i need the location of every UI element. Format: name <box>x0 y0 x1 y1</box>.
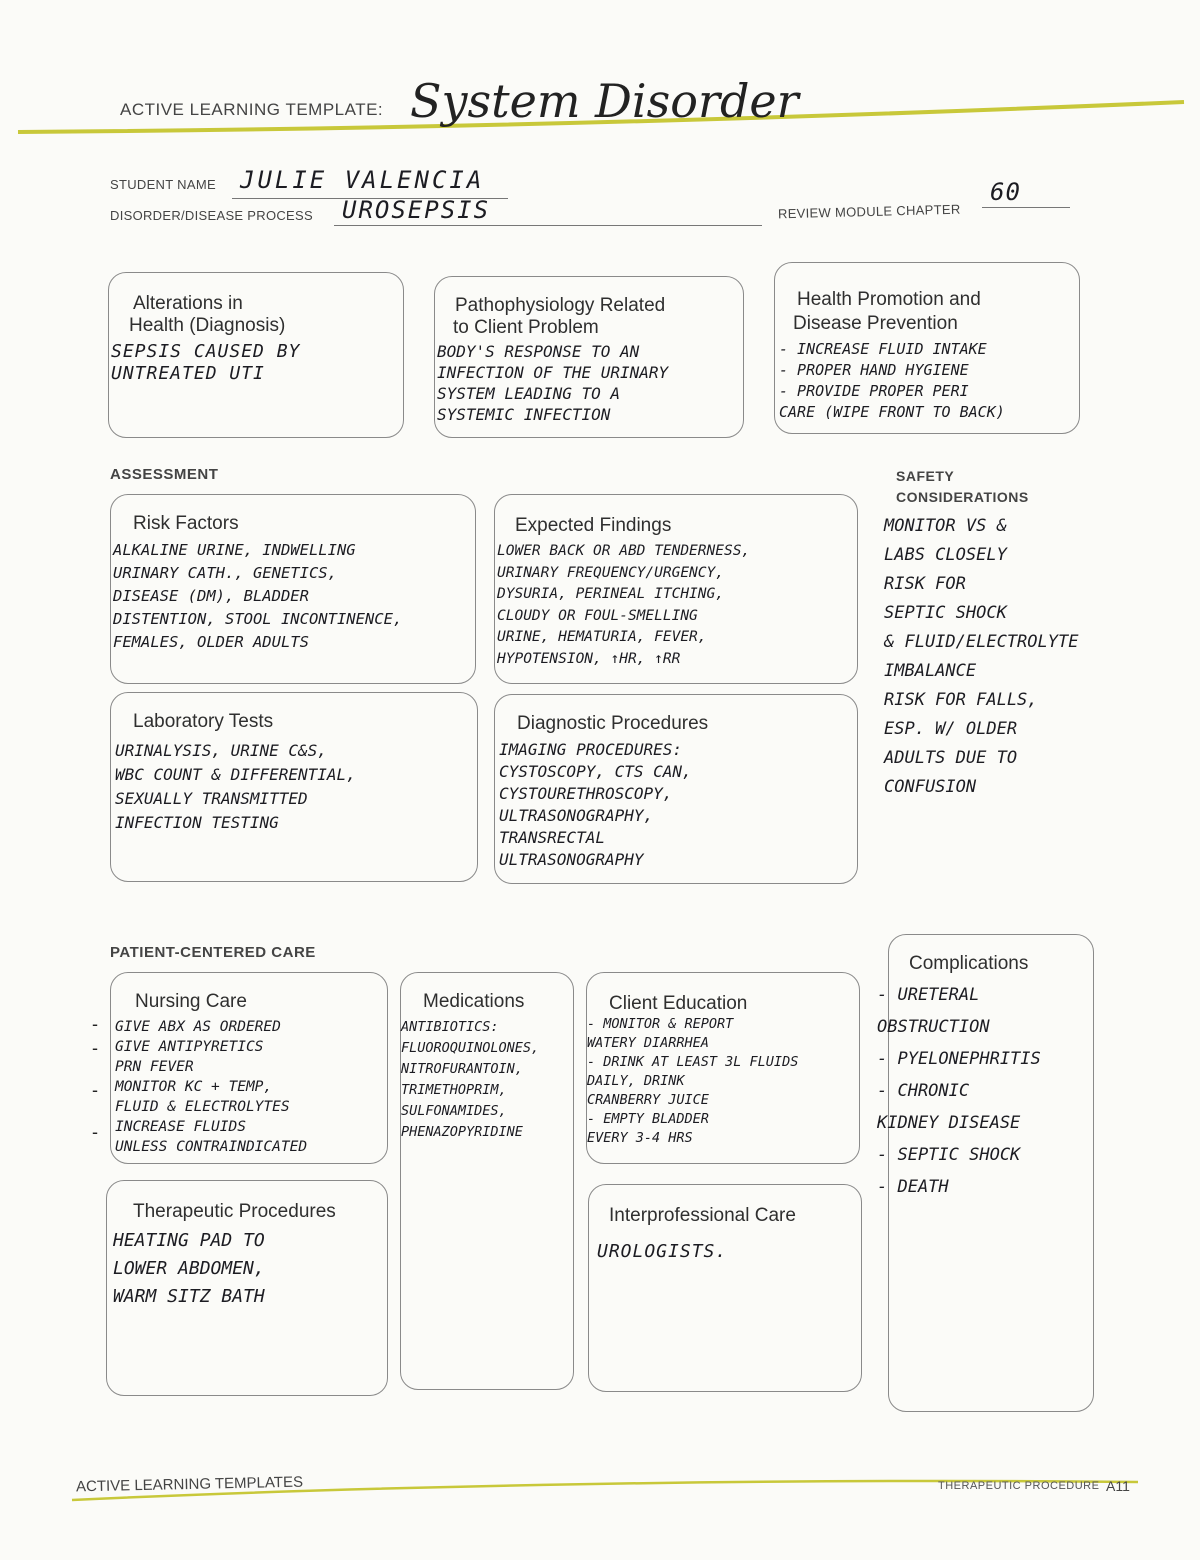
student-name-label: STUDENT NAME <box>110 177 216 192</box>
expected-findings-box <box>494 494 858 684</box>
pathophysiology-line: SYSTEMIC INFECTION <box>437 405 611 424</box>
therapeutic-procedures-text[interactable] <box>113 1227 389 1311</box>
expected-findings-title: Expected Findings <box>515 515 672 536</box>
therapeutic-procedures-box <box>106 1180 388 1396</box>
page-title: System Disorder <box>410 74 799 128</box>
safety-heading-2: CONSIDERATIONS <box>896 489 1029 505</box>
client-education-line: DAILY, DRINK <box>587 1073 685 1089</box>
safety-line: CONFUSION <box>884 777 977 797</box>
health-promotion-text[interactable] <box>779 339 1119 423</box>
medications-line: NITROFURANTOIN, <box>401 1061 523 1077</box>
interprofessional-care-title: Interprofessional Care <box>609 1205 796 1226</box>
complications-box <box>877 934 1094 1412</box>
diagnostic-procedures-line: IMAGING PROCEDURES: <box>499 740 683 759</box>
risk-factors-line: DISEASE (DM), BLADDER <box>113 587 309 605</box>
health-promotion-line: - PROVIDE PROPER PERI <box>779 382 969 400</box>
medications-line: TRIMETHOPRIM, <box>401 1082 507 1098</box>
pathophysiology-box <box>434 276 744 438</box>
pathophysiology-line: BODY'S RESPONSE TO AN <box>437 342 640 361</box>
complications-line: OBSTRUCTION <box>877 1017 990 1037</box>
expected-findings-line: URINARY FREQUENCY/URGENCY, <box>497 564 724 581</box>
diagnostic-procedures-title: Diagnostic Procedures <box>517 713 709 734</box>
complications-line: - CHRONIC <box>877 1081 970 1101</box>
student-name-value[interactable]: JULIE VALENCIA <box>240 166 485 194</box>
safety-heading-1: SAFETY <box>896 468 955 484</box>
safety-line: ESP. W/ OLDER <box>884 719 1018 739</box>
nursing-care-line: MONITOR KC + TEMP, <box>115 1079 273 1095</box>
client-education-line: WATERY DIARRHEA <box>587 1035 709 1051</box>
nursing-bullet: - <box>92 1122 98 1142</box>
expected-findings-line: DYSURIA, PERINEAL ITCHING, <box>497 586 724 602</box>
safety-line: RISK FOR <box>884 574 966 594</box>
lab-tests-box <box>110 692 478 882</box>
interprofessional-care-box <box>588 1184 862 1392</box>
expected-findings-line: LOWER BACK OR ABD TENDERNESS, <box>497 543 751 559</box>
nursing-care-line: UNLESS CONTRAINDICATED <box>115 1139 308 1155</box>
client-education-line: CRANBERRY JUICE <box>587 1092 709 1108</box>
interprofessional-care-line: UROLOGISTS. <box>597 1241 728 1262</box>
alterations-text[interactable] <box>111 341 401 385</box>
client-education-title: Client Education <box>609 993 748 1014</box>
nursing-bullet: - <box>92 1080 98 1100</box>
disorder-value[interactable]: UROSEPSIS <box>342 196 491 224</box>
complications-line: - SEPTIC SHOCK <box>877 1145 1021 1165</box>
medications-line: SULFONAMIDES, <box>401 1103 507 1119</box>
chapter-value[interactable]: 60 <box>990 178 1021 206</box>
pathophysiology-line: SYSTEM LEADING TO A <box>437 384 621 403</box>
diagnostic-procedures-text[interactable] <box>499 739 855 871</box>
alterations-line: UNTREATED UTI <box>111 363 265 384</box>
risk-factors-text[interactable] <box>113 539 493 654</box>
safety-text[interactable] <box>884 512 1174 802</box>
complications-text[interactable] <box>877 979 1157 1203</box>
chapter-line <box>982 207 1070 208</box>
nursing-care-line: PRN FEVER <box>115 1059 194 1075</box>
therapeutic-procedures-line: WARM SITZ BATH <box>113 1286 265 1307</box>
health-promotion-line: CARE (WIPE FRONT TO BACK) <box>779 403 1005 421</box>
medications-box <box>400 972 574 1390</box>
medications-text[interactable] <box>401 1017 591 1143</box>
nursing-bullet: - <box>92 1038 98 1058</box>
footer-section-label: THERAPEUTIC PROCEDURE <box>938 1480 1100 1492</box>
safety-line: ADULTS DUE TO <box>884 748 1018 768</box>
lab-tests-line: SEXUALLY TRANSMITTED <box>115 789 308 808</box>
risk-factors-line: ALKALINE URINE, INDWELLING <box>113 541 356 559</box>
template-label: ACTIVE LEARNING TEMPLATE: <box>120 100 384 119</box>
client-education-line: EVERY 3-4 HRS <box>587 1130 693 1146</box>
client-education-line: - DRINK AT LEAST 3L FLUIDS <box>587 1054 799 1070</box>
expected-findings-line: CLOUDY OR FOUL-SMELLING <box>497 607 698 624</box>
alterations-title-2: Health (Diagnosis) <box>129 315 286 336</box>
disorder-label: DISORDER/DISEASE PROCESS <box>110 208 313 223</box>
client-education-line: - EMPTY BLADDER <box>587 1111 709 1127</box>
nursing-care-box <box>110 972 388 1164</box>
diagnostic-procedures-line: CYSTOURETHROSCOPY, <box>499 784 673 803</box>
expected-findings-text[interactable] <box>497 541 859 670</box>
health-promotion-title-2: Disease Prevention <box>793 313 958 334</box>
diagnostic-procedures-line: ULTRASONOGRAPHY <box>499 850 644 869</box>
risk-factors-title: Risk Factors <box>133 513 239 534</box>
lab-tests-line: URINALYSIS, URINE C&S, <box>115 741 327 760</box>
diagnostic-procedures-line: CYSTOSCOPY, CTS CAN, <box>499 762 692 781</box>
nursing-care-title: Nursing Care <box>135 991 247 1012</box>
diagnostic-procedures-line: ULTRASONOGRAPHY, <box>499 806 654 825</box>
risk-factors-line: URINARY CATH., GENETICS, <box>113 564 337 582</box>
pathophysiology-text[interactable] <box>437 341 767 425</box>
client-education-line: - MONITOR & REPORT <box>587 1016 734 1032</box>
nursing-bullet: - <box>92 1014 98 1034</box>
nursing-care-line: FLUID & ELECTROLYTES <box>115 1099 290 1115</box>
diagnostic-procedures-box <box>494 694 858 884</box>
alterations-line: SEPSIS CAUSED BY <box>111 341 301 362</box>
lab-tests-title: Laboratory Tests <box>133 711 274 732</box>
alterations-box <box>108 272 404 438</box>
interprofessional-care-text[interactable] <box>597 1239 857 1265</box>
health-promotion-box <box>774 262 1080 434</box>
alterations-title-1: Alterations in <box>133 293 243 314</box>
client-education-box <box>586 972 860 1164</box>
pathophysiology-title-2: to Client Problem <box>453 317 599 338</box>
lab-tests-line: INFECTION TESTING <box>115 813 279 832</box>
therapeutic-procedures-title: Therapeutic Procedures <box>133 1201 336 1222</box>
health-promotion-title-1: Health Promotion and <box>797 289 981 310</box>
safety-line: MONITOR VS & <box>884 516 1007 536</box>
safety-line: LABS CLOSELY <box>884 545 1007 565</box>
complications-line: - PYELONEPHRITIS <box>877 1049 1041 1069</box>
safety-line: IMBALANCE <box>884 661 977 681</box>
complications-line: - DEATH <box>877 1177 949 1197</box>
chapter-label: REVIEW MODULE CHAPTER <box>777 201 961 222</box>
safety-line: & FLUID/ELECTROLYTE <box>884 632 1079 652</box>
medications-line: ANTIBIOTICS: <box>401 1019 499 1035</box>
footer-template-label: ACTIVE LEARNING TEMPLATES <box>75 1473 304 1496</box>
pathophysiology-line: INFECTION OF THE URINARY <box>437 363 669 382</box>
therapeutic-procedures-line: HEATING PAD TO <box>113 1230 265 1251</box>
expected-findings-line: HYPOTENSION, ↑HR, ↑RR <box>497 650 681 667</box>
medications-line: PHENAZOPYRIDINE <box>401 1124 523 1140</box>
health-promotion-line: - INCREASE FLUID INTAKE <box>779 340 987 358</box>
expected-findings-line: URINE, HEMATURIA, FEVER, <box>497 629 707 645</box>
nursing-care-line: GIVE ANTIPYRETICS <box>115 1039 264 1055</box>
patient-centered-care-heading: PATIENT-CENTERED CARE <box>110 944 316 961</box>
safety-line: SEPTIC SHOCK <box>884 603 1007 623</box>
safety-line: RISK FOR FALLS, <box>884 690 1038 710</box>
health-promotion-line: - PROPER HAND HYGIENE <box>779 361 969 379</box>
medications-line: FLUOROQUINOLONES, <box>401 1040 540 1056</box>
client-education-text[interactable] <box>587 1015 867 1148</box>
diagnostic-procedures-line: TRANSRECTAL <box>499 828 605 847</box>
nursing-care-line: INCREASE FLUIDS <box>115 1119 246 1135</box>
assessment-heading: ASSESSMENT <box>110 466 219 483</box>
risk-factors-line: FEMALES, OLDER ADULTS <box>113 633 309 651</box>
lab-tests-line: WBC COUNT & DIFFERENTIAL, <box>115 765 356 784</box>
nursing-care-line: GIVE ABX AS ORDERED <box>115 1019 281 1035</box>
therapeutic-procedures-line: LOWER ABDOMEN, <box>113 1258 265 1279</box>
complications-title: Complications <box>909 953 1029 974</box>
risk-factors-line: DISTENTION, STOOL INCONTINENCE, <box>113 610 403 628</box>
pathophysiology-title-1: Pathophysiology Related <box>455 295 666 316</box>
footer-page-number: A11 <box>1106 1478 1130 1494</box>
risk-factors-box <box>110 494 476 684</box>
lab-tests-text[interactable] <box>115 739 475 835</box>
complications-line: - URETERAL <box>877 985 980 1005</box>
nursing-care-text[interactable] <box>115 1017 415 1157</box>
complications-line: KIDNEY DISEASE <box>877 1113 1021 1133</box>
disorder-line <box>334 225 762 226</box>
medications-title: Medications <box>423 991 525 1012</box>
